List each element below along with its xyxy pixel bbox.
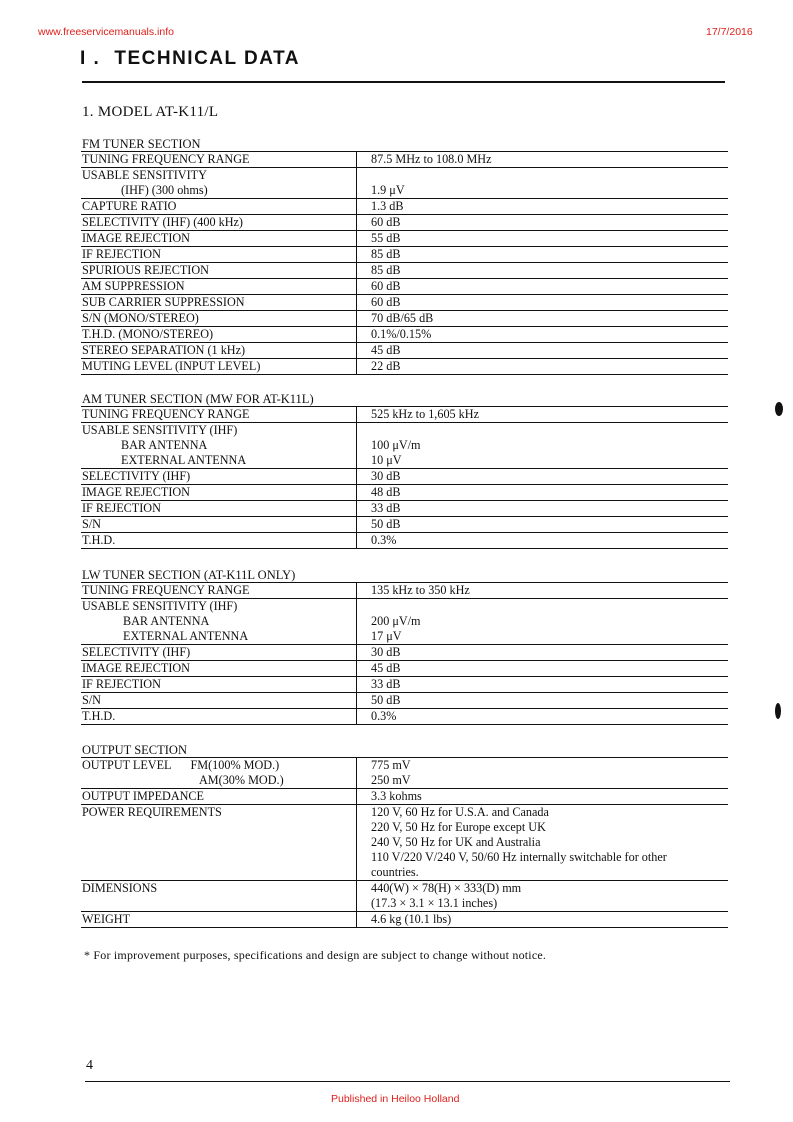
spec-label: IF REJECTION <box>81 247 357 263</box>
spec-row <box>81 758 728 773</box>
spec-label: TUNING FREQUENCY RANGE <box>81 152 357 168</box>
spec-value: 22 dB <box>357 359 729 375</box>
spec-value: 30 dB <box>357 469 729 485</box>
spec-label: SUB CARRIER SUPPRESSION <box>81 295 357 311</box>
spec-label: IF REJECTION <box>81 677 357 693</box>
spec-label <box>81 758 357 773</box>
fm-mod-label: FM(100% MOD.) <box>190 758 280 772</box>
spec-value: 250 mV <box>357 773 729 789</box>
spec-value: 85 dB <box>357 247 729 263</box>
source-url[interactable]: www.freeservicemanuals.info <box>38 26 174 38</box>
spec-value: 17 μV <box>357 629 729 645</box>
spec-value: 85 dB <box>357 263 729 279</box>
spec-value: 1.9 μV <box>357 183 729 199</box>
spec-label: S/N <box>81 517 357 533</box>
spec-value: (17.3 × 3.1 × 13.1 inches) <box>357 896 729 912</box>
spec-label: SELECTIVITY (IHF) (400 kHz) <box>81 215 357 231</box>
lw-section-title: LW TUNER SECTION (AT-K11L ONLY) <box>82 568 296 582</box>
title-rule <box>82 81 725 83</box>
chapter-title: TECHNICAL DATA <box>114 48 300 69</box>
spec-value: 1.3 dB <box>357 199 729 215</box>
spec-row <box>81 583 728 599</box>
spec-row <box>81 263 728 279</box>
spec-value: 50 dB <box>357 517 729 533</box>
spec-row <box>81 661 728 677</box>
output-spec-table <box>81 758 728 928</box>
spec-row <box>81 199 728 215</box>
spec-row <box>81 677 728 693</box>
spec-row <box>81 168 728 184</box>
spec-row <box>81 152 728 168</box>
spec-label: SELECTIVITY (IHF) <box>81 469 357 485</box>
spec-row <box>81 453 728 469</box>
spec-row <box>81 183 728 199</box>
spec-label: TUNING FREQUENCY RANGE <box>81 407 357 423</box>
spec-value: 55 dB <box>357 231 729 247</box>
spec-row <box>81 247 728 263</box>
spec-label: CAPTURE RATIO <box>81 199 357 215</box>
spec-value: 30 dB <box>357 645 729 661</box>
spec-value: 775 mV <box>357 758 729 773</box>
spec-row <box>81 423 728 439</box>
spec-value: 110 V/220 V/240 V, 50/60 Hz internally switchable for other <box>357 850 729 865</box>
spec-label: POWER REQUIREMENTS <box>82 805 222 819</box>
spec-row <box>81 279 728 295</box>
footer-rule <box>85 1081 730 1082</box>
spec-value: 4.6 kg (10.1 lbs) <box>357 912 729 928</box>
spec-row <box>81 407 728 423</box>
output-section-title: OUTPUT SECTION <box>82 743 187 757</box>
spec-value: 50 dB <box>357 693 729 709</box>
spec-row <box>81 599 728 615</box>
spec-value: 60 dB <box>357 215 729 231</box>
spec-row <box>81 343 728 359</box>
spec-row <box>81 789 728 805</box>
spec-label: MUTING LEVEL (INPUT LEVEL) <box>81 359 357 375</box>
lw-spec-table <box>81 583 728 725</box>
spec-row <box>81 896 728 912</box>
spec-label: SPURIOUS REJECTION <box>81 263 357 279</box>
spec-label: DIMENSIONS <box>82 881 158 895</box>
spec-value: 48 dB <box>357 485 729 501</box>
spec-row <box>81 359 728 375</box>
spec-label: IMAGE REJECTION <box>81 231 357 247</box>
spec-value: 45 dB <box>357 343 729 359</box>
spec-row <box>81 709 728 725</box>
am-spec-table <box>81 407 728 549</box>
spec-value: 440(W) × 78(H) × 333(D) mm <box>357 881 729 897</box>
spec-value: 135 kHz to 350 kHz <box>357 583 729 599</box>
spec-row <box>81 820 728 835</box>
spec-row <box>81 485 728 501</box>
print-date: 17/7/2016 <box>706 26 753 38</box>
spec-row <box>81 881 728 897</box>
spec-label: USABLE SENSITIVITY <box>82 168 207 182</box>
spec-label: SELECTIVITY (IHF) <box>81 645 357 661</box>
am-mod-label: AM(30% MOD.) <box>81 773 357 789</box>
spec-label: T.H.D. (MONO/STEREO) <box>81 327 357 343</box>
spec-value <box>357 423 729 439</box>
spec-label: TUNING FREQUENCY RANGE <box>81 583 357 599</box>
spec-label: USABLE SENSITIVITY (IHF) <box>82 599 238 613</box>
output-level-label: OUTPUT LEVEL <box>82 758 172 772</box>
footnote: * For improvement purposes, specifications and design are subject to change without notice. <box>84 948 547 962</box>
spec-label: EXTERNAL ANTENNA <box>81 453 357 469</box>
spec-value: 33 dB <box>357 501 729 517</box>
spec-label: T.H.D. <box>81 709 357 725</box>
spec-value: 0.3% <box>357 533 729 549</box>
spec-value: 240 V, 50 Hz for UK and Australia <box>357 835 729 850</box>
spec-value: countries. <box>357 865 729 881</box>
spec-value: 0.1%/0.15% <box>357 327 729 343</box>
spec-row <box>81 912 728 928</box>
model-heading: 1. MODEL AT-K11/L <box>82 104 219 120</box>
spec-row <box>81 438 728 453</box>
spec-label: OUTPUT IMPEDANCE <box>81 789 357 805</box>
spec-value: 70 dB/65 dB <box>357 311 729 327</box>
spec-row <box>81 850 728 865</box>
chapter-number: I . <box>80 48 101 69</box>
spec-row <box>81 773 728 789</box>
spec-row <box>81 469 728 485</box>
spec-row <box>81 215 728 231</box>
spec-value: 525 kHz to 1,605 kHz <box>357 407 729 423</box>
spec-value: 33 dB <box>357 677 729 693</box>
spec-label: S/N (MONO/STEREO) <box>81 311 357 327</box>
spec-label: BAR ANTENNA <box>121 438 208 452</box>
spec-value: 200 μV/m <box>357 614 729 629</box>
spec-value: 3.3 kohms <box>357 789 729 805</box>
spec-row <box>81 501 728 517</box>
spec-label: STEREO SEPARATION (1 kHz) <box>81 343 357 359</box>
am-section-title: AM TUNER SECTION (MW FOR AT-K11L) <box>82 392 314 406</box>
fm-spec-table <box>81 152 728 375</box>
spec-label: T.H.D. <box>81 533 357 549</box>
page-number: 4 <box>86 1058 93 1073</box>
spec-label: BAR ANTENNA <box>123 614 210 628</box>
spec-row <box>81 231 728 247</box>
spec-label: USABLE SENSITIVITY (IHF) <box>82 423 238 437</box>
spec-label: IMAGE REJECTION <box>81 485 357 501</box>
spec-label: (IHF) (300 ohms) <box>81 183 357 199</box>
spec-row <box>81 614 728 629</box>
spec-value: 60 dB <box>357 295 729 311</box>
spec-row <box>81 327 728 343</box>
spec-row <box>81 533 728 549</box>
spec-row <box>81 517 728 533</box>
publisher-note: Published in Heiloo Holland <box>331 1093 460 1105</box>
spec-row <box>81 693 728 709</box>
spec-value: 10 μV <box>357 453 729 469</box>
spec-row <box>81 311 728 327</box>
page-title <box>80 48 300 70</box>
binder-hole-mark <box>775 703 781 719</box>
binder-hole-mark <box>775 402 783 416</box>
spec-row <box>81 835 728 850</box>
spec-value: 60 dB <box>357 279 729 295</box>
spec-value: 220 V, 50 Hz for Europe except UK <box>357 820 729 835</box>
spec-value <box>357 599 729 615</box>
spec-value: 45 dB <box>357 661 729 677</box>
spec-value: 120 V, 60 Hz for U.S.A. and Canada <box>357 805 729 821</box>
spec-value: 100 μV/m <box>357 438 729 453</box>
spec-label: S/N <box>81 693 357 709</box>
spec-row <box>81 645 728 661</box>
spec-label: IF REJECTION <box>81 501 357 517</box>
spec-label: AM SUPPRESSION <box>81 279 357 295</box>
spec-row <box>81 805 728 821</box>
spec-label: IMAGE REJECTION <box>81 661 357 677</box>
spec-label: EXTERNAL ANTENNA <box>81 629 357 645</box>
spec-row <box>81 629 728 645</box>
spec-value: 0.3% <box>357 709 729 725</box>
spec-row <box>81 295 728 311</box>
spec-label: WEIGHT <box>81 912 357 928</box>
spec-row <box>81 865 728 881</box>
spec-value <box>357 168 729 184</box>
fm-section-title: FM TUNER SECTION <box>82 137 201 151</box>
spec-value: 87.5 MHz to 108.0 MHz <box>357 152 729 168</box>
